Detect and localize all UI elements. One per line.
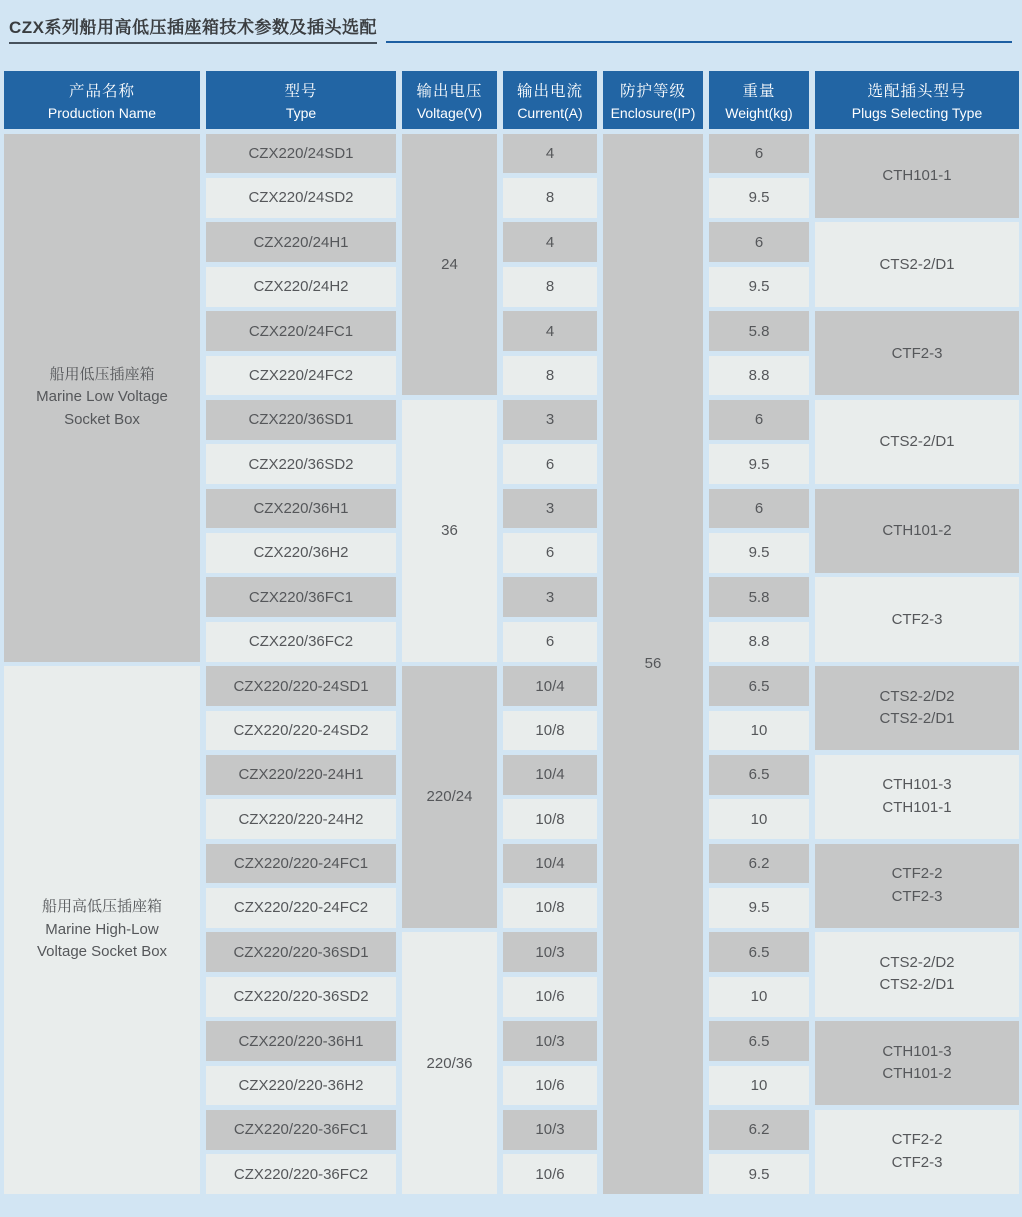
product-zh: 船用低压插座箱 — [49, 365, 155, 383]
type-cell: CZX220/220-24H2 — [206, 799, 396, 839]
header-type — [206, 71, 396, 129]
weight-cell: 10 — [709, 799, 809, 839]
weight-cell: 9.5 — [709, 888, 809, 928]
header-current-zh: 输出电流 — [516, 83, 583, 100]
type-cell: CZX220/220-36FC1 — [206, 1110, 396, 1150]
plug-line: CTF2-3 — [891, 1153, 943, 1171]
plug-line: CTH101-1 — [882, 798, 952, 816]
plugs-cell — [815, 1110, 1019, 1194]
weight-cell: 10 — [709, 711, 809, 751]
current-cell: 10/3 — [503, 932, 597, 972]
weight-cell: 9.5 — [709, 178, 809, 218]
type-cell: CZX220/220-36SD1 — [206, 932, 396, 972]
spec-table — [4, 71, 1019, 1194]
type-cell: CZX220/220-36H2 — [206, 1066, 396, 1106]
plugs-cell: CTH101-1 — [815, 134, 1019, 218]
plugs-cell: CTF2-3 — [815, 577, 1019, 661]
weight-cell: 6.2 — [709, 844, 809, 884]
header-weight-en: Weight(kg) — [725, 105, 793, 121]
current-cell: 6 — [503, 622, 597, 662]
type-cell: CZX220/36H1 — [206, 489, 396, 529]
header-type-en: Type — [285, 105, 317, 121]
plugs-cell: CTH101-2 — [815, 489, 1019, 573]
current-cell: 10/6 — [503, 977, 597, 1017]
header-voltage — [402, 71, 497, 129]
header-product — [4, 71, 200, 129]
voltage-cell: 220/36 — [402, 932, 497, 1194]
plug-line: CTS2-2/D1 — [879, 976, 955, 994]
plug-line: CTH101-3 — [882, 776, 952, 794]
product-cell-low-voltage — [4, 134, 200, 662]
current-cell: 6 — [503, 533, 597, 573]
weight-cell: 6 — [709, 222, 809, 262]
type-cell: CZX220/36FC1 — [206, 577, 396, 617]
type-cell: CZX220/24H2 — [206, 267, 396, 307]
header-voltage-en: Voltage(V) — [416, 105, 483, 121]
current-cell: 10/4 — [503, 844, 597, 884]
current-cell: 8 — [503, 356, 597, 396]
type-cell: CZX220/36SD2 — [206, 444, 396, 484]
header-plugs-en: Plugs Selecting Type — [851, 105, 983, 121]
voltage-cell: 220/24 — [402, 666, 497, 928]
current-cell: 6 — [503, 444, 597, 484]
header-current — [503, 71, 597, 129]
weight-cell: 10 — [709, 977, 809, 1017]
current-cell: 10/8 — [503, 711, 597, 751]
plugs-cell — [815, 1021, 1019, 1105]
current-cell: 10/3 — [503, 1021, 597, 1061]
header-weight-zh: 重量 — [742, 83, 776, 100]
header-voltage-zh: 输出电压 — [416, 83, 483, 100]
plug-line: CTS2-2/D2 — [879, 953, 955, 971]
current-cell: 3 — [503, 489, 597, 529]
type-cell: CZX220/24FC1 — [206, 311, 396, 351]
header-enclosure — [603, 71, 703, 129]
current-cell: 4 — [503, 134, 597, 174]
plug-line: CTH101-3 — [882, 1042, 952, 1060]
current-cell: 10/4 — [503, 666, 597, 706]
type-cell: CZX220/36FC2 — [206, 622, 396, 662]
current-cell: 4 — [503, 311, 597, 351]
current-cell: 10/6 — [503, 1066, 597, 1106]
weight-cell: 9.5 — [709, 1154, 809, 1194]
weight-cell: 8.8 — [709, 622, 809, 662]
current-cell: 10/8 — [503, 888, 597, 928]
type-cell: CZX220/220-24SD2 — [206, 711, 396, 751]
product-zh: 船用高低压插座箱 — [41, 898, 162, 916]
plug-line: CTF2-2 — [891, 1131, 943, 1149]
current-cell: 10/3 — [503, 1110, 597, 1150]
current-cell: 10/8 — [503, 799, 597, 839]
weight-cell: 6.2 — [709, 1110, 809, 1150]
current-cell: 10/4 — [503, 755, 597, 795]
page-title: CZX系列船用高低压插座箱技术参数及插头选配 — [9, 13, 377, 44]
type-cell: CZX220/24H1 — [206, 222, 396, 262]
current-cell: 3 — [503, 577, 597, 617]
weight-cell: 9.5 — [709, 444, 809, 484]
type-cell: CZX220/220-24FC2 — [206, 888, 396, 928]
header-type-zh: 型号 — [284, 83, 318, 100]
type-cell: CZX220/24SD2 — [206, 178, 396, 218]
type-cell: CZX220/24FC2 — [206, 356, 396, 396]
header-plugs — [815, 71, 1019, 129]
type-cell: CZX220/220-36FC2 — [206, 1154, 396, 1194]
header-enclosure-zh: 防护等级 — [619, 83, 686, 100]
plug-line: CTF2-2 — [891, 865, 943, 883]
header-product-zh: 产品名称 — [68, 83, 135, 100]
type-cell: CZX220/220-36H1 — [206, 1021, 396, 1061]
product-en-line1: Marine High-Low — [45, 920, 159, 938]
plugs-cell — [815, 844, 1019, 928]
weight-cell: 6.5 — [709, 1021, 809, 1061]
type-cell: CZX220/220-36SD2 — [206, 977, 396, 1017]
weight-cell: 5.8 — [709, 311, 809, 351]
weight-cell: 6 — [709, 489, 809, 529]
product-cell-high-low-voltage — [4, 666, 200, 1194]
weight-cell: 10 — [709, 1066, 809, 1106]
plugs-cell — [815, 932, 1019, 1016]
plugs-cell — [815, 666, 1019, 750]
type-cell: CZX220/36SD1 — [206, 400, 396, 440]
type-cell: CZX220/24SD1 — [206, 134, 396, 174]
current-cell: 8 — [503, 178, 597, 218]
weight-cell: 6 — [709, 134, 809, 174]
current-cell: 8 — [503, 267, 597, 307]
voltage-cell: 36 — [402, 400, 497, 662]
voltage-cell: 24 — [402, 134, 497, 396]
weight-cell: 5.8 — [709, 577, 809, 617]
plugs-cell — [815, 755, 1019, 839]
page-title-row — [0, 0, 1022, 44]
weight-cell: 9.5 — [709, 533, 809, 573]
type-cell: CZX220/36H2 — [206, 533, 396, 573]
header-plugs-zh: 选配插头型号 — [867, 83, 967, 100]
weight-cell: 6.5 — [709, 755, 809, 795]
weight-cell: 8.8 — [709, 356, 809, 396]
enclosure-cell: 56 — [603, 134, 703, 1194]
current-cell: 10/6 — [503, 1154, 597, 1194]
type-cell: CZX220/220-24SD1 — [206, 666, 396, 706]
weight-cell: 6 — [709, 400, 809, 440]
plug-line: CTF2-3 — [891, 887, 943, 905]
plug-line: CTH101-2 — [882, 1065, 952, 1083]
product-en-line2: Socket Box — [64, 410, 140, 428]
plug-line: CTS2-2/D1 — [879, 710, 955, 728]
plug-line: CTS2-2/D2 — [879, 687, 955, 705]
weight-cell: 9.5 — [709, 267, 809, 307]
header-product-en: Production Name — [47, 105, 157, 121]
header-current-en: Current(A) — [517, 105, 583, 121]
type-cell: CZX220/220-24FC1 — [206, 844, 396, 884]
current-cell: 4 — [503, 222, 597, 262]
weight-cell: 6.5 — [709, 666, 809, 706]
plugs-cell: CTS2-2/D1 — [815, 400, 1019, 484]
type-cell: CZX220/220-24H1 — [206, 755, 396, 795]
product-en-line2: Voltage Socket Box — [36, 943, 168, 961]
header-weight — [709, 71, 809, 129]
product-en-line1: Marine Low Voltage — [36, 388, 168, 406]
title-rule — [386, 41, 1012, 43]
header-enclosure-en: Enclosure(IP) — [610, 105, 696, 121]
weight-cell: 6.5 — [709, 932, 809, 972]
plugs-cell: CTS2-2/D1 — [815, 222, 1019, 306]
current-cell: 3 — [503, 400, 597, 440]
plugs-cell: CTF2-3 — [815, 311, 1019, 395]
